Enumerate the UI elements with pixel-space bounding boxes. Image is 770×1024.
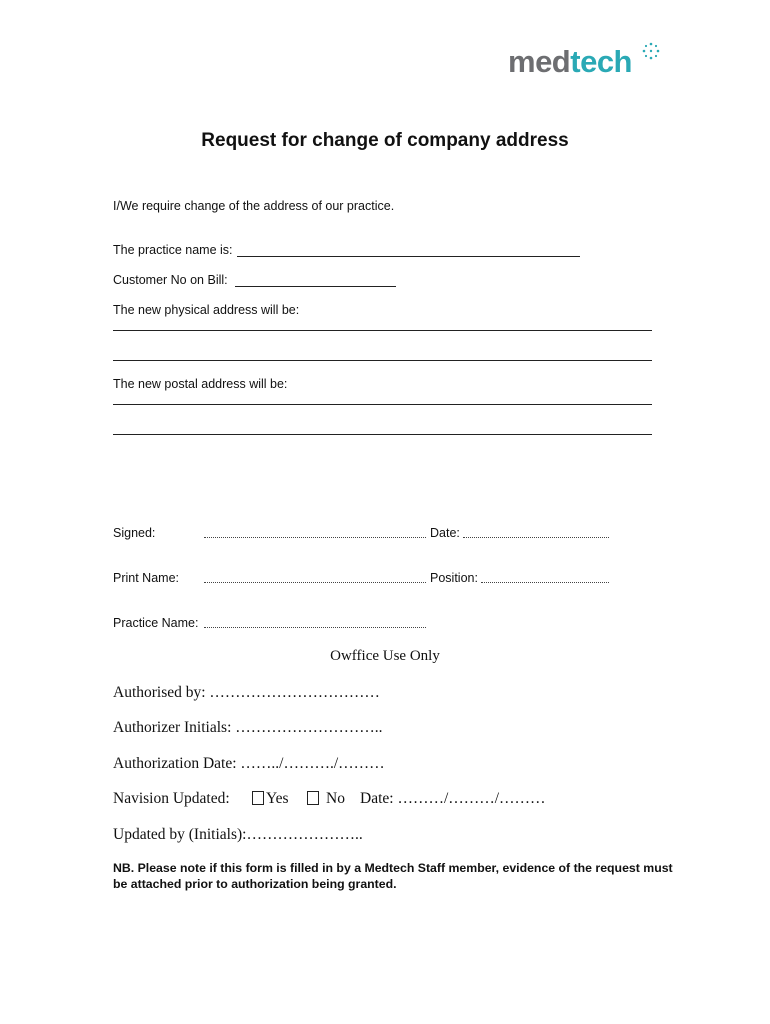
logo-text-tech: tech (570, 44, 632, 79)
print-name-field[interactable] (204, 582, 426, 583)
updated-by-line: Updated by (Initials):………………….. (113, 826, 363, 843)
sig-practice-name-field[interactable] (204, 627, 426, 628)
physical-address-label: The new physical address will be: (113, 303, 300, 317)
practice-name-label: The practice name is: (113, 243, 233, 257)
postal-address-line-2[interactable] (113, 434, 652, 435)
sig-practice-name-label: Practice Name: (113, 616, 199, 630)
customer-no-field[interactable] (235, 286, 396, 287)
page-title: Request for change of company address (201, 130, 569, 151)
office-use-heading: Owffice Use Only (330, 648, 440, 664)
position-field[interactable] (481, 582, 609, 583)
navision-date-line: Date: ………/………/……… (360, 790, 546, 807)
medtech-logo (508, 44, 632, 84)
postal-address-label: The new postal address will be: (113, 377, 288, 391)
no-label: No (326, 790, 345, 807)
yes-label: Yes (266, 790, 289, 807)
authorizer-initials-line: Authorizer Initials: ……………………….. (113, 719, 383, 736)
postal-address-line-1[interactable] (113, 404, 652, 405)
practice-name-field[interactable] (237, 256, 580, 257)
customer-no-label: Customer No on Bill: (113, 273, 228, 287)
position-label: Position: (430, 571, 478, 585)
yes-checkbox[interactable] (252, 791, 264, 805)
print-name-label: Print Name: (113, 571, 179, 585)
signed-field[interactable] (204, 537, 426, 538)
physical-address-line-1[interactable] (113, 330, 652, 331)
authorised-by-line: Authorised by: …………………………… (113, 684, 380, 701)
authorization-date-line: Authorization Date: ……../………./……… (113, 755, 385, 772)
navision-updated-label: Navision Updated: (113, 790, 230, 807)
logo-text-med: med (508, 44, 571, 79)
no-checkbox[interactable] (307, 791, 319, 805)
signed-label: Signed: (113, 526, 156, 540)
date-field[interactable] (463, 537, 609, 538)
star-burst-icon (642, 42, 660, 60)
nb-note: NB. Please note if this form is filled in by a Medtech Staff member, evidence of the request must be attached prior to authorization being granted. (113, 861, 673, 891)
intro-text: I/We require change of the address of our practice. (113, 199, 395, 213)
date-label: Date: (430, 526, 460, 540)
physical-address-line-2[interactable] (113, 360, 652, 361)
